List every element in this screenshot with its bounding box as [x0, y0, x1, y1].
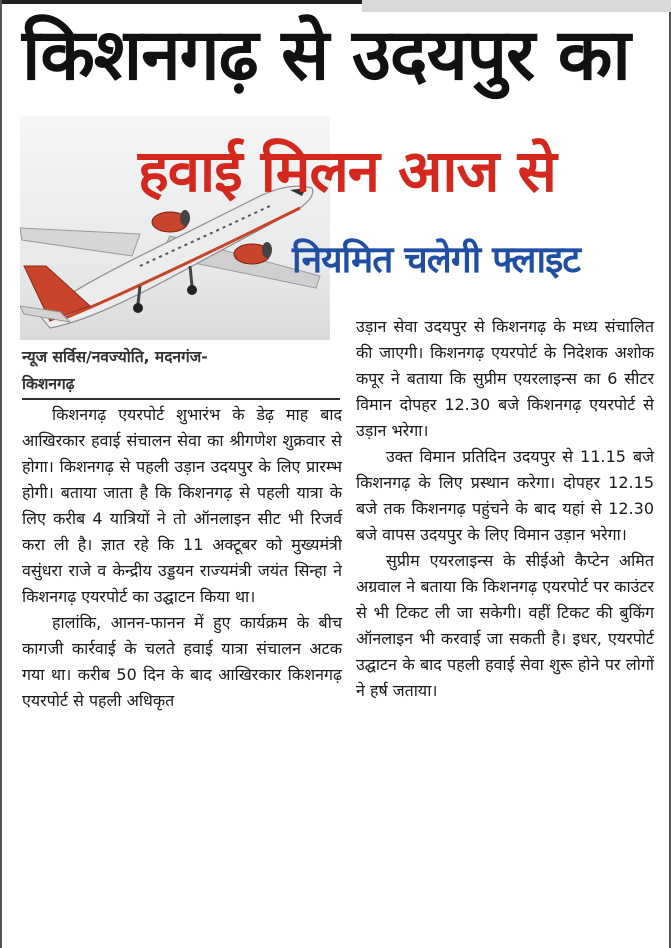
byline-divider: [22, 398, 340, 400]
paragraph: किशनगढ़ एयरपोर्ट शुभारंभ के डेढ़ माह बाद आखिरकार हवाई संचालन सेवा का श्रीगणेश शुक्रवार से होगा। किशनगढ़ से पहली उड़ान उदयपुर के लिए प्रारम्भ होगी। बताया जाता है कि किशनगढ़ से पहली यात्रा के लिए करीब 4 यात्रियों ने तो ऑनलाइन सीट भी रिजर्व करा ली है। ज्ञात रहे कि 11 अक्टूबर को मुख्यमंत्री वसुंधरा राजे व केन्द्रीय उड्डयन राज्यमंत्री जयंत सिन्हा ने किशनगढ़ एयरपोर्ट का उद्घाटन किया था।: [22, 405, 342, 606]
page-left-border: [0, 0, 2, 948]
paragraph: हालांकि, आनन-फानन में हुए कार्यक्रम के बीच कागजी कार्रवाई के चलते हवाई यात्रा संचालन अटक गया था। करीब 50 दिन के बाद आखिरकार किशनगढ़ एयरपोर्ट से पहली अधिकृत: [22, 613, 342, 710]
byline: [22, 344, 342, 398]
headline-blue: नियमित चलेगी फ्लाइट: [292, 238, 580, 281]
article-column-left: [22, 402, 342, 714]
headline-red: हवाई मिलन आज से: [138, 137, 556, 205]
paragraph: उक्त विमान प्रतिदिन उदयपुर से 11.15 बजे किशनगढ़ के लिए प्रस्थान करेगा। दोपहर 12.15 बजे तक किशनगढ़ पहुंचने के बाद यहां से 12.30 बजे वापस उदयपुर के लिए विमान उड़ान भरेगा।: [356, 447, 654, 544]
byline-place: किशनगढ़: [22, 375, 75, 393]
headline-main: किशनगढ़ से उदयपुर का: [22, 13, 630, 96]
article-column-right: [356, 314, 654, 704]
paragraph: उड़ान सेवा उदयपुर से किशनगढ़ के मध्य संचालित की जाएगी। किशनगढ़ एयरपोर्ट के निदेशक अशोक कपूर ने बताया कि सुप्रीम एयरलाइन्स का 6 सीटर विमान दोपहर 12.30 बजे किशनगढ़ एयरपोर्ट से उड़ान भरेगा।: [356, 317, 654, 440]
byline-source: न्यूज सर्विस/नवज्योति, मदनगंज-: [22, 348, 208, 366]
paragraph: सुप्रीम एयरलाइन्स के सीईओ कैप्टेन अमित अग्रवाल ने बताया कि किशनगढ़ एयरपोर्ट पर काउंटर से भी टिकट ली जा सकेगी। वहीं टिकट की बुकिंग ऑनलाइन भी करवाई जा सकती है। इधर, एयरपोर्ट उद्घाटन के बाद पहली हवाई सेवा शुरू होने पर लोगों ने हर्ष जताया।: [356, 551, 654, 700]
